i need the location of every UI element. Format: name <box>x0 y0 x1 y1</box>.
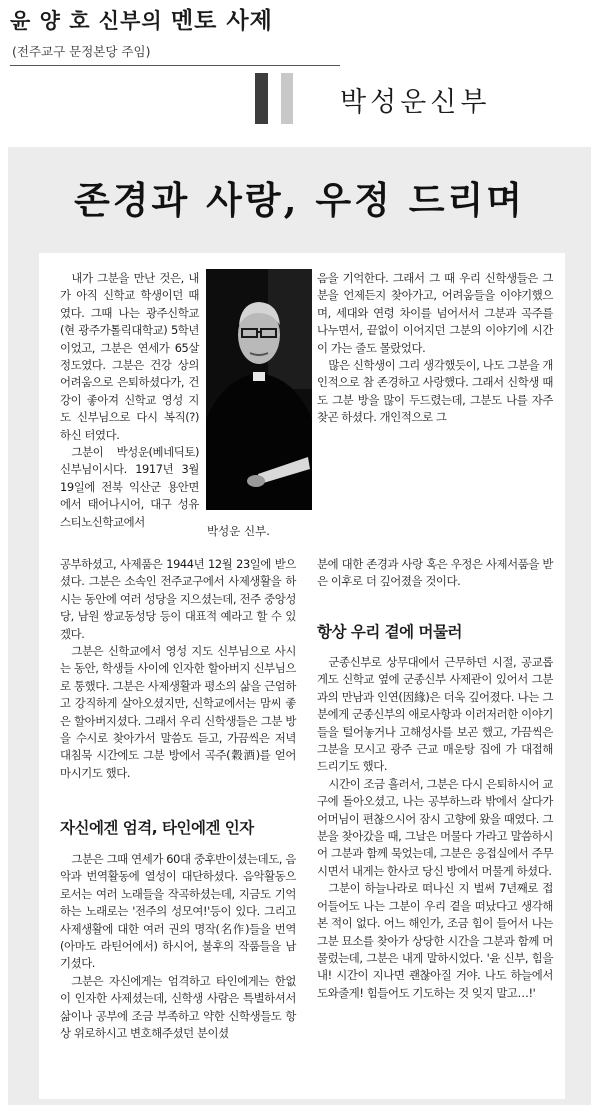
text-column-right <box>317 556 553 591</box>
priest-portrait-image <box>206 269 312 510</box>
article-headline: 존경과 사랑, 우정 드리며 <box>74 178 525 222</box>
featured-priest-name: 박성운신부 <box>340 87 491 118</box>
paragraph: 시간이 조금 흘러서, 그분은 다시 은퇴하시어 교구에 돌아오셨고, 나는 공부하느라 밖에서 살다가 어머님이 편찮으시어 잠시 고향에 왔을 때였다. 그분을 찾아갔을 때, 그날은 머물다 가라고 말씀하시어 그분과 함께 묵었는데, 그분은 응접실에서 주무시면서 내게는 한사코 당신 방에서 머물게 하셨다. <box>317 776 553 878</box>
text-column-top-right <box>317 270 553 427</box>
column-series-title <box>10 2 273 35</box>
paragraph: 공부하셨고, 사제품은 1944년 12월 23일에 받으셨다. 그분은 소속인 전주교구에서 사제생활을 하시는 동안에 여러 성당을 지으셨는데, 전주 중앙성당, 남원 쌍교동성당 등이 대표적 예라고 할 수 있겠다. <box>60 557 296 641</box>
paragraph: 그분은 신학교에서 영성 지도 신부님으로 사시는 동안, 학생들 사이에 인자한 할아버지 신부님으로 통했다. 그분은 사제생활과 평소의 삶을 근엄하고 강직하게 살아오셨지만, 신학교에서는 맘씨 좋은 할아버지셨다. 그래서 우리 신학생들은 그분 방을 수시로 찾아가서 말씀도 듣고, 가끔씩은 저녁 대침묵 시간에도 그분 방에서 곡주(穀酒)를 얻어 마시기도 했다. <box>60 644 296 780</box>
text-column-top-left <box>60 270 199 531</box>
decorative-bar-dark <box>255 73 268 124</box>
section-heading: 항상 우리 곁에 머물러 <box>317 623 462 641</box>
priest-photo <box>206 269 312 510</box>
text-column-left <box>60 556 296 782</box>
section-heading: 자신에겐 엄격, 타인에겐 인자 <box>60 819 254 837</box>
paragraph: 음을 기억한다. 그래서 그 때 우리 신학생들은 그분을 언제든지 찾아가고, 어려움들을 이야기했으며, 세대와 연령 차이를 넘어서서 그분과 곡주를 나누면서, 끝없이 이어지던 그분의 이야기에 시간이 가는 줄도 몰랐었다. <box>317 271 553 355</box>
text-column-section1 <box>60 851 296 1042</box>
photo-caption: 박성운 신부. <box>207 524 270 538</box>
author-affiliation: (전주교구 문정본당 주임) <box>12 44 151 59</box>
paragraph: 내가 그분을 만난 것은, 내가 아직 신학교 학생이던 때였다. 그때 나는 광주신학교(현 광주가톨릭대학교) 5학년이었고, 그분은 연세가 65살 정도였다. 그분은 건강 상의 어려움으로 은퇴하셨다가, 건강이 좋아져 신학교 영성 지도 신부님으로 다시 복직(?)하신 터였다. <box>60 271 199 442</box>
decorative-bar-light <box>281 73 293 124</box>
paragraph: 군종신부로 상무대에서 근무하던 시절, 공교롭게도 신학교 옆에 군종신부 사제관이 있어서 그분과의 만남과 인연(因緣)은 더욱 깊어졌다. 나는 그분에게 군종신부의 애로사항과 이러저러한 이야기들을 털어놓거나 고해성사를 보곤 했고, 가끔씩은 그분을 모시고 광주 근교 매운탕 집에 가 대접해 드리기도 했다. <box>317 655 553 774</box>
header-divider <box>10 65 340 66</box>
paragraph: 그분이 하늘나라로 떠나신 지 벌써 7년째로 접어들어도 나는 그분이 우리 곁을 떠났다고 생각해본 적이 없다. 어느 해인가, 조금 힘이 들어서 나는 그분 묘소를 찾아가 상당한 시간을 그분과 함께 머물렀는데, 그분은 내게 말하시었다. '윤 신부, 힘을 내! 시간이 지나면 괜찮아질 거야. 나도 하늘에서 도와줄게! 힘들어도 기도하는 것 잊지 말고…!' <box>317 881 553 1000</box>
paragraph: 분에 대한 존경과 사랑 혹은 우정은 사제서품을 받은 이후로 더 깊어졌을 것이다. <box>317 557 553 589</box>
paragraph: 그분은 그때 연세가 60대 중후반이셨는데도, 음악과 번역활동에 열성이 대단하셨다. 음악활동으로서는 여러 노래들을 작곡하셨는데, 지금도 기억하는 노래로는 '전주의 성모여!'등이 있다. 그리고 사제생활에 대한 여러 권의 명작(名作)들을 번역(아마도 라틴어에서) 하시어, 불후의 작품들을 남기셨다. <box>60 852 296 971</box>
paragraph: 그분이 박성운(베네딕토) 신부님이시다. 1917년 3월 19일에 전북 익산군 용안면에서 태어나시어, 대구 성유스티노신학교에서 <box>60 445 199 529</box>
paragraph: 많은 신학생이 그리 생각했듯이, 나도 그분을 개인적으로 참 존경하고 사랑했다. 그래서 신학생 때도 그분 방을 많이 두드렸는데, 그분도 나를 자주 찾곤 하셨다. 개인적으로 그 <box>317 358 553 425</box>
text-column-section2 <box>317 654 553 1002</box>
series-title-mentor: 멘토 사제 <box>170 8 273 34</box>
series-title-author: 윤 양 호 신부의 <box>10 9 163 33</box>
paragraph: 그분은 자신에게는 엄격하고 타인에게는 한없이 인자한 사제셨는데, 신학생 사람은 특별하셔서 삶이나 공부에 조금 부족하고 약한 신학생들도 항상 위로하시고 변호해주셨던 분이셨 <box>60 973 296 1041</box>
